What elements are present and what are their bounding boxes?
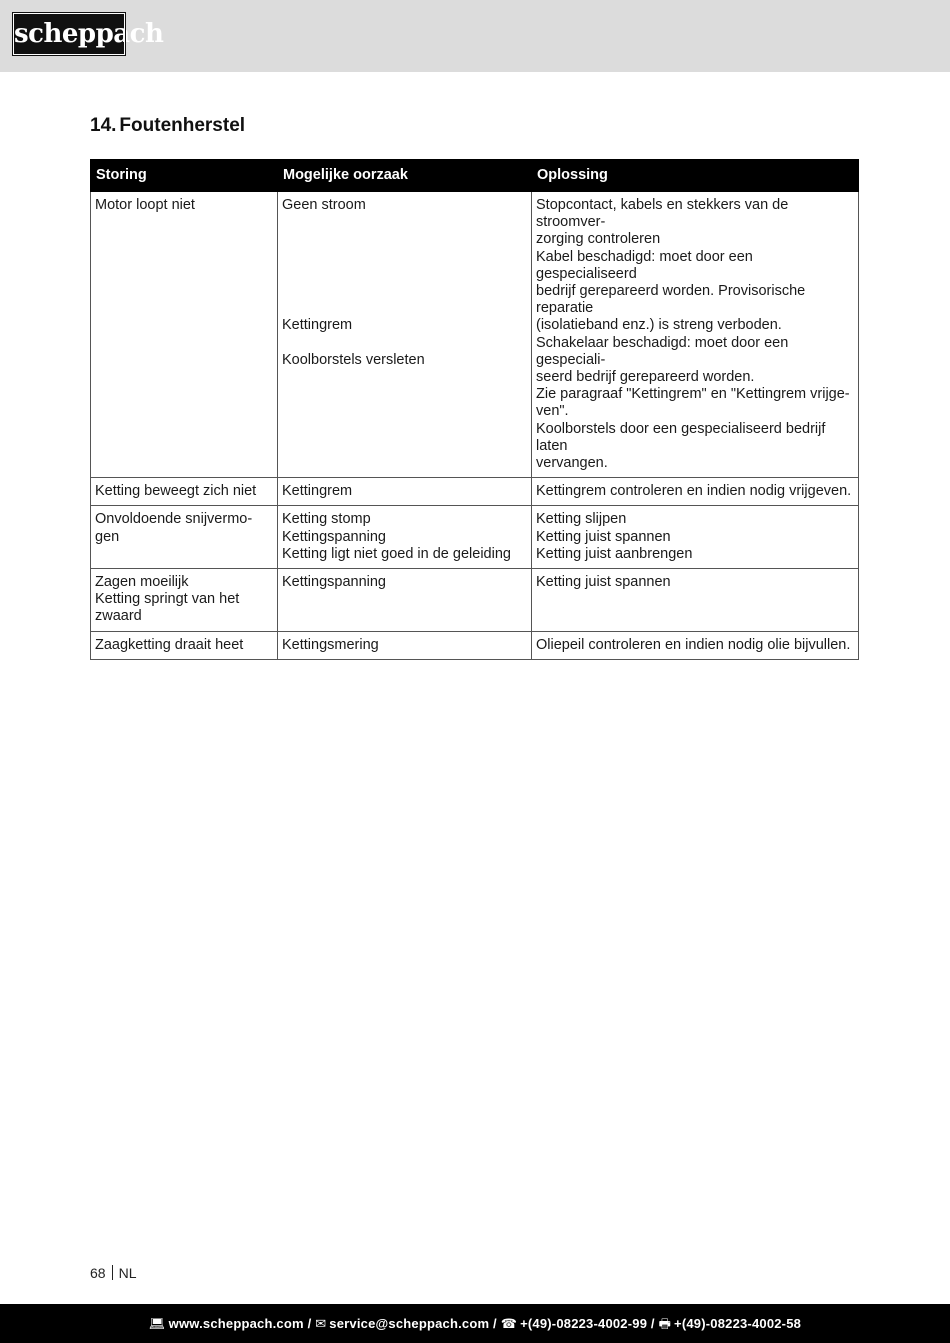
oplossing-cell xyxy=(532,631,859,659)
cell-line: Ketting springt van het xyxy=(95,591,240,608)
footer-email: service@scheppach.com xyxy=(329,1316,490,1331)
oplossing-cell xyxy=(532,192,859,478)
cell-line xyxy=(282,214,527,231)
cell-line: Oliepeil controleren en indien nodig olie bijvullen. xyxy=(536,636,851,653)
cell-line: Kettingrem controleren en indien nodig vrijgeven. xyxy=(536,483,852,500)
oorzaak-cell xyxy=(278,506,532,569)
cell-line: gen xyxy=(95,528,120,545)
cell-line xyxy=(282,283,527,300)
cell-line xyxy=(282,249,527,266)
oorzaak-cell xyxy=(278,569,532,632)
header-mogelijke-oorzaak: Mogelijke oorzaak xyxy=(278,160,532,192)
cell-line: Zaagketting draait heet xyxy=(95,636,244,653)
cell-line: Zie paragraaf "Kettingrem" en "Kettingrem vrijge- xyxy=(536,386,850,403)
cell-line: Onvoldoende snijvermo- xyxy=(95,511,253,528)
section-title xyxy=(90,115,245,137)
page-number-value: 68 xyxy=(90,1265,106,1281)
oorzaak-cell xyxy=(278,631,532,659)
oorzaak-cell xyxy=(278,478,532,506)
cell-line xyxy=(282,300,527,317)
cell-line: Schakelaar beschadigd: moet door een gespeciali- xyxy=(536,334,789,368)
table-row xyxy=(91,569,859,632)
table-row xyxy=(91,631,859,659)
cell-line: bedrijf gerepareerd worden. Provisorische reparatie xyxy=(536,283,806,317)
storing-cell xyxy=(91,192,278,478)
scheppach-logo: scheppach xyxy=(13,13,125,55)
section-number: 14. xyxy=(90,115,117,136)
cell-line: Koolborstels door een gespecialiseerd bedrijf laten xyxy=(536,420,826,454)
footer-separator: / xyxy=(489,1316,501,1331)
cell-line: Geen stroom xyxy=(282,197,366,213)
cell-line: seerd bedrijf gerepareerd worden. xyxy=(536,369,755,386)
cell-line: (isolatieband enz.) is streng verboden. xyxy=(536,317,782,334)
cell-line: Ketting slijpen xyxy=(536,511,627,528)
oplossing-cell xyxy=(532,569,859,632)
cell-line xyxy=(282,335,527,352)
cell-line xyxy=(282,231,527,248)
page-number-divider xyxy=(112,1265,113,1280)
cell-line: Ketting juist spannen xyxy=(536,528,671,545)
cell-line: Kabel beschadigd: moet door een gespecialiseerd xyxy=(536,248,753,282)
page-number xyxy=(90,1265,136,1281)
table-header-row xyxy=(91,160,859,192)
footer-separator: / xyxy=(647,1316,659,1331)
cell-line: Koolborstels versleten xyxy=(282,351,425,368)
cell-line: Motor loopt niet xyxy=(95,197,195,213)
cell-line: zorging controleren xyxy=(536,231,661,248)
footer-fax: +(49)-08223-4002-58 xyxy=(674,1316,802,1331)
cell-line: Ketting stomp xyxy=(282,511,371,528)
storing-cell xyxy=(91,506,278,569)
footer-phone: +(49)-08223-4002-99 xyxy=(520,1316,648,1331)
footer-separator: / xyxy=(303,1316,316,1331)
computer-icon: 💻︎ xyxy=(148,1316,166,1331)
storing-cell xyxy=(91,478,278,506)
header-oplossing: Oplossing xyxy=(532,160,859,192)
storing-cell xyxy=(91,631,278,659)
cell-line: Ketting beweegt zich niet xyxy=(95,483,257,500)
table-row xyxy=(91,192,859,478)
email-icon: ✉︎ xyxy=(315,1316,327,1331)
cell-line: Kettingsmering xyxy=(282,636,379,653)
fault-table-body xyxy=(91,192,859,660)
page-language: NL xyxy=(118,1265,137,1281)
footer-bar xyxy=(0,1304,950,1343)
cell-line: Kettingspanning xyxy=(282,528,386,545)
oorzaak-cell xyxy=(278,192,532,478)
cell-line: Zagen moeilijk xyxy=(95,574,189,591)
cell-line: Ketting ligt niet goed in de geleiding xyxy=(282,545,511,562)
cell-line xyxy=(282,266,527,283)
oplossing-cell xyxy=(532,506,859,569)
cell-line: zwaard xyxy=(95,608,142,625)
cell-line: ven". xyxy=(536,403,569,420)
table-row xyxy=(91,478,859,506)
oplossing-cell xyxy=(532,478,859,506)
cell-line: Ketting juist aanbrengen xyxy=(536,545,693,562)
cell-line: vervangen. xyxy=(536,455,608,472)
phone-icon: ☎︎ xyxy=(500,1316,518,1331)
header-storing: Storing xyxy=(91,160,278,192)
cell-line: Stopcontact, kabels en stekkers van de stroomver- xyxy=(536,197,789,231)
section-title-text: Foutenherstel xyxy=(119,115,246,136)
table-row xyxy=(91,506,859,569)
storing-cell xyxy=(91,569,278,632)
header-bar xyxy=(0,0,950,72)
fault-table xyxy=(90,159,859,660)
cell-line: Kettingspanning xyxy=(282,574,386,591)
fax-icon: 🖶︎ xyxy=(658,1316,672,1331)
cell-line: Kettingrem xyxy=(282,483,353,500)
cell-line: Kettingrem xyxy=(282,317,353,334)
cell-line: Ketting juist spannen xyxy=(536,574,671,591)
footer-website: www.scheppach.com xyxy=(168,1316,304,1331)
